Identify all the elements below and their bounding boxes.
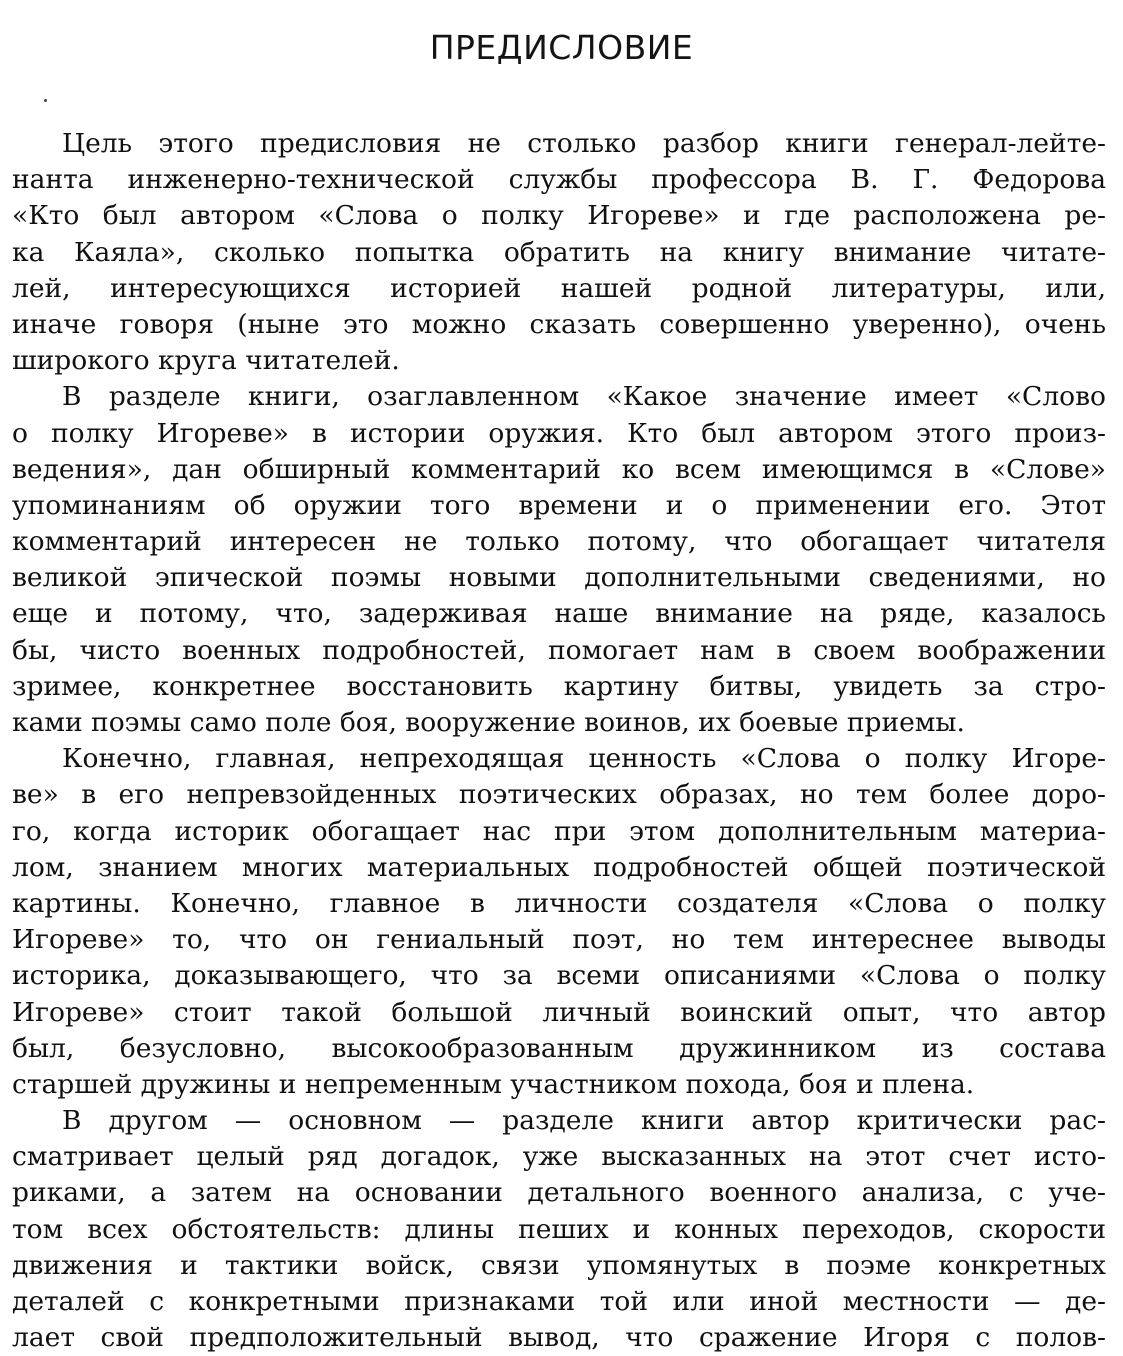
text-line: бы, чисто военных подробностей, помогает нам в своем воображении <box>12 634 1106 666</box>
text-line: ками поэмы само поле боя, вооружение воинов, их боевые приемы. <box>12 707 965 738</box>
text-line: Игореве» стоит такой большой личный воинский опыт, что автор <box>12 996 1106 1028</box>
text-line: о полку Игореве» в истории оружия. Кто был автором этого произ- <box>12 417 1106 449</box>
text-line: иначе говоря (ныне это можно сказать совершенно уверенно), очень <box>12 308 1106 340</box>
text-line: нанта инженерно-технической службы профессора В. Г. Федорова <box>12 164 1106 196</box>
text-line: ка Каяла», сколько попытка обратить на книгу внимание читате- <box>12 236 1106 268</box>
text-line: старшей дружины и непременным участником похода, боя и плена. <box>12 1068 975 1100</box>
text-line: сматривает целый ряд догадок, уже высказанных на этот счет исто- <box>12 1141 1106 1173</box>
body-text <box>12 126 1106 1356</box>
text-line: движения и тактики войск, связи упомянутых в поэме конкретных <box>12 1249 1106 1281</box>
text-line: историка, доказывающего, что за всеми описаниями «Слова о полку <box>12 960 1106 992</box>
text-line: го, когда историк обогащает нас при этом дополнительным материа- <box>12 815 1106 847</box>
text-line: лей, интересующихся историей нашей родной литературы, или, <box>12 272 1106 304</box>
text-line: картины. Конечно, главное в личности создателя «Слова о полку <box>12 887 1106 919</box>
text-line: В другом — основном — разделе книги автор критически рас- <box>62 1105 1106 1137</box>
page-title: ПРЕДИСЛОВИЕ <box>429 28 694 67</box>
text-line: зримее, конкретнее восстановить картину битвы, увидеть за стро- <box>12 670 1106 702</box>
paragraph-3 <box>12 741 1106 1103</box>
text-line: В разделе книги, озаглавленном «Какое значение имеет «Слово <box>62 381 1106 413</box>
text-line: «Кто был автором «Слова о полку Игореве» и где расположена ре- <box>12 200 1106 232</box>
text-line: лом, знанием многих материальных подробностей общей поэтической <box>12 851 1106 883</box>
text-line: Цель этого предисловия не столько разбор книги генерал-лейте- <box>62 128 1106 159</box>
text-line: риками, а затем на основании детального военного анализа, с уче- <box>12 1177 1106 1209</box>
paragraph-2 <box>12 379 1106 741</box>
text-line: ве» в его непревзойденных поэтических образах, но тем более доро- <box>12 779 1106 811</box>
print-speck <box>44 99 47 102</box>
text-line: том всех обстоятельств: длины пеших и конных переходов, скорости <box>12 1213 1106 1245</box>
text-line: деталей с конкретными признаками той или иной местности — де- <box>12 1286 1106 1317</box>
paragraph-1 <box>12 126 1106 379</box>
text-line: великой эпической поэмы новыми дополнительными сведениями, но <box>12 562 1106 594</box>
text-line: широкого круга читателей. <box>12 345 400 377</box>
text-line: Игореве» то, что он гениальный поэт, но тем интереснее выводы <box>12 924 1106 956</box>
text-line: еще и потому, что, задерживая наше внимание на ряде, казалось <box>12 598 1106 630</box>
text-line: лает свой предположительный вывод, что сражение Игоря с полов- <box>12 1322 1106 1354</box>
text-line: был, безусловно, высокообразованным дружинником из состава <box>12 1032 1106 1064</box>
text-line: Конечно, главная, непреходящая ценность «Слова о полку Игоре- <box>62 743 1106 775</box>
text-line: комментарий интересен не только потому, что обогащает читателя <box>12 526 1106 558</box>
text-line: упоминаниям об оружии того времени и о применении его. Этот <box>12 489 1106 521</box>
paragraph-4 <box>12 1103 1106 1356</box>
text-line: ведения», дан обширный комментарий ко всем имеющимся в «Слове» <box>12 453 1106 485</box>
